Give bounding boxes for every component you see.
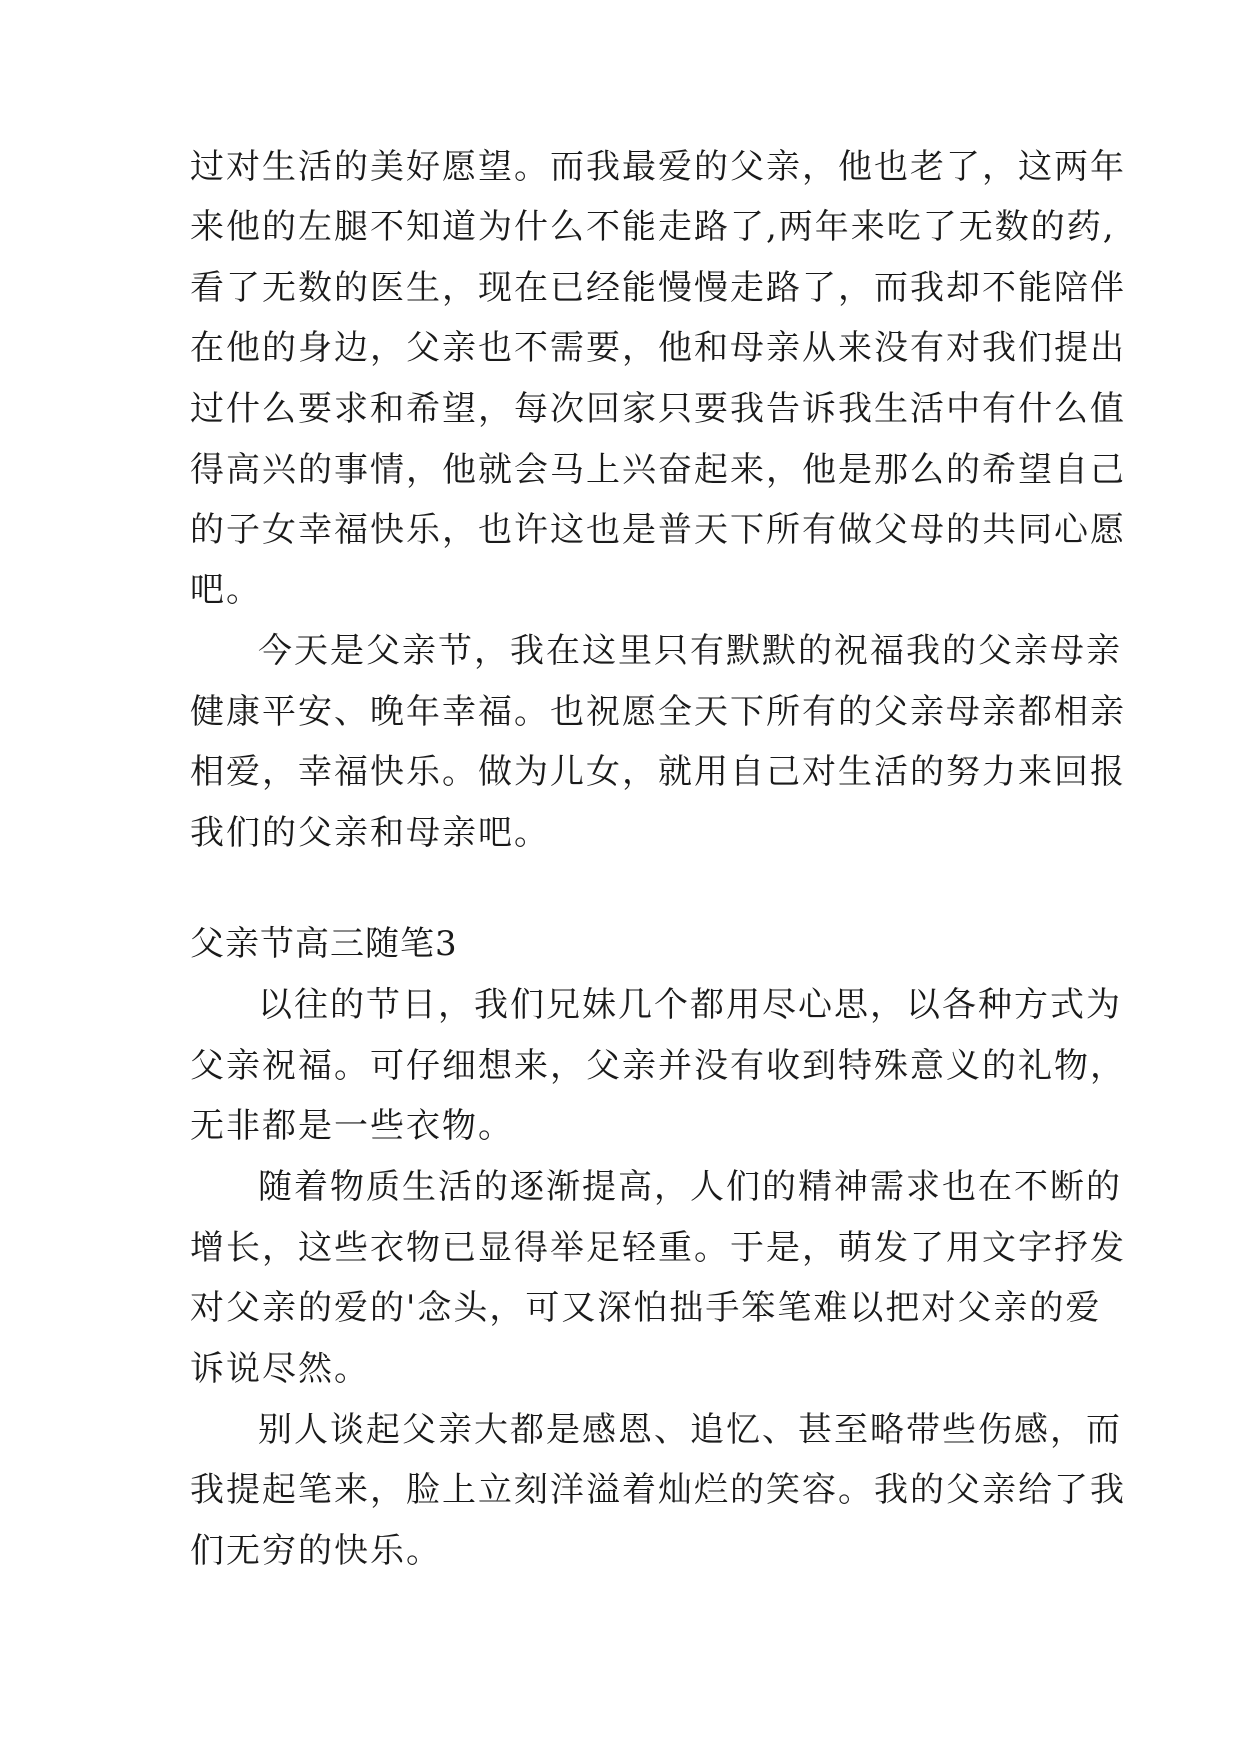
paragraph-line: 我们的父亲和母亲吧。 — [190, 813, 550, 853]
paragraph-line: 们无穷的快乐。 — [190, 1531, 442, 1571]
paragraph-line: 来他的左腿不知道为什么不能走路了,两年来吃了无数的药, — [190, 207, 1116, 247]
paragraph-line: 过对生活的美好愿望。而我最爱的父亲，他也老了，这两年 — [190, 147, 1126, 187]
paragraph-line: 看了无数的医生，现在已经能慢慢走路了，而我却不能陪伴 — [190, 268, 1126, 308]
paragraph-line: 的子女幸福快乐，也许这也是普天下所有做父母的共同心愿 — [190, 510, 1126, 550]
paragraph-line: 吧。 — [190, 570, 262, 610]
paragraph-line: 我提起笔来，脸上立刻洋溢着灿烂的笑容。我的父亲给了我 — [190, 1470, 1126, 1510]
paragraph-line: 以往的节日，我们兄妹几个都用尽心思，以各种方式为 — [258, 985, 1122, 1025]
paragraph-line: 相爱，幸福快乐。做为儿女，就用自己对生活的努力来回报 — [190, 752, 1126, 792]
paragraph-line: 诉说尽然。 — [190, 1349, 370, 1389]
paragraph-line: 增长，这些衣物已显得举足轻重。于是，萌发了用文字抒发 — [190, 1228, 1126, 1268]
paragraph-line: 过什么要求和希望，每次回家只要我告诉我生活中有什么值 — [190, 389, 1126, 429]
section-title: 父亲节高三随笔3 — [190, 924, 458, 964]
paragraph-line: 父亲祝福。可仔细想来，父亲并没有收到特殊意义的礼物， — [190, 1046, 1126, 1086]
paragraph-line: 得高兴的事情，他就会马上兴奋起来，他是那么的希望自己 — [190, 450, 1126, 490]
paragraph-line: 今天是父亲节，我在这里只有默默的祝福我的父亲母亲 — [258, 631, 1122, 671]
paragraph-line: 无非都是一些衣物。 — [190, 1106, 514, 1146]
paragraph-line: 健康平安、晚年幸福。也祝愿全天下所有的父亲母亲都相亲 — [190, 692, 1126, 732]
paragraph-line: 别人谈起父亲大都是感恩、追忆、甚至略带些伤感，而 — [258, 1410, 1122, 1450]
paragraph-line: 随着物质生活的逐渐提高，人们的精神需求也在不断的 — [258, 1167, 1122, 1207]
paragraph-line: 对父亲的爱的'念头，可又深怕拙手笨笔难以把对父亲的爱 — [190, 1288, 1102, 1328]
paragraph-line: 在他的身边，父亲也不需要，他和母亲从来没有对我们提出 — [190, 328, 1126, 368]
